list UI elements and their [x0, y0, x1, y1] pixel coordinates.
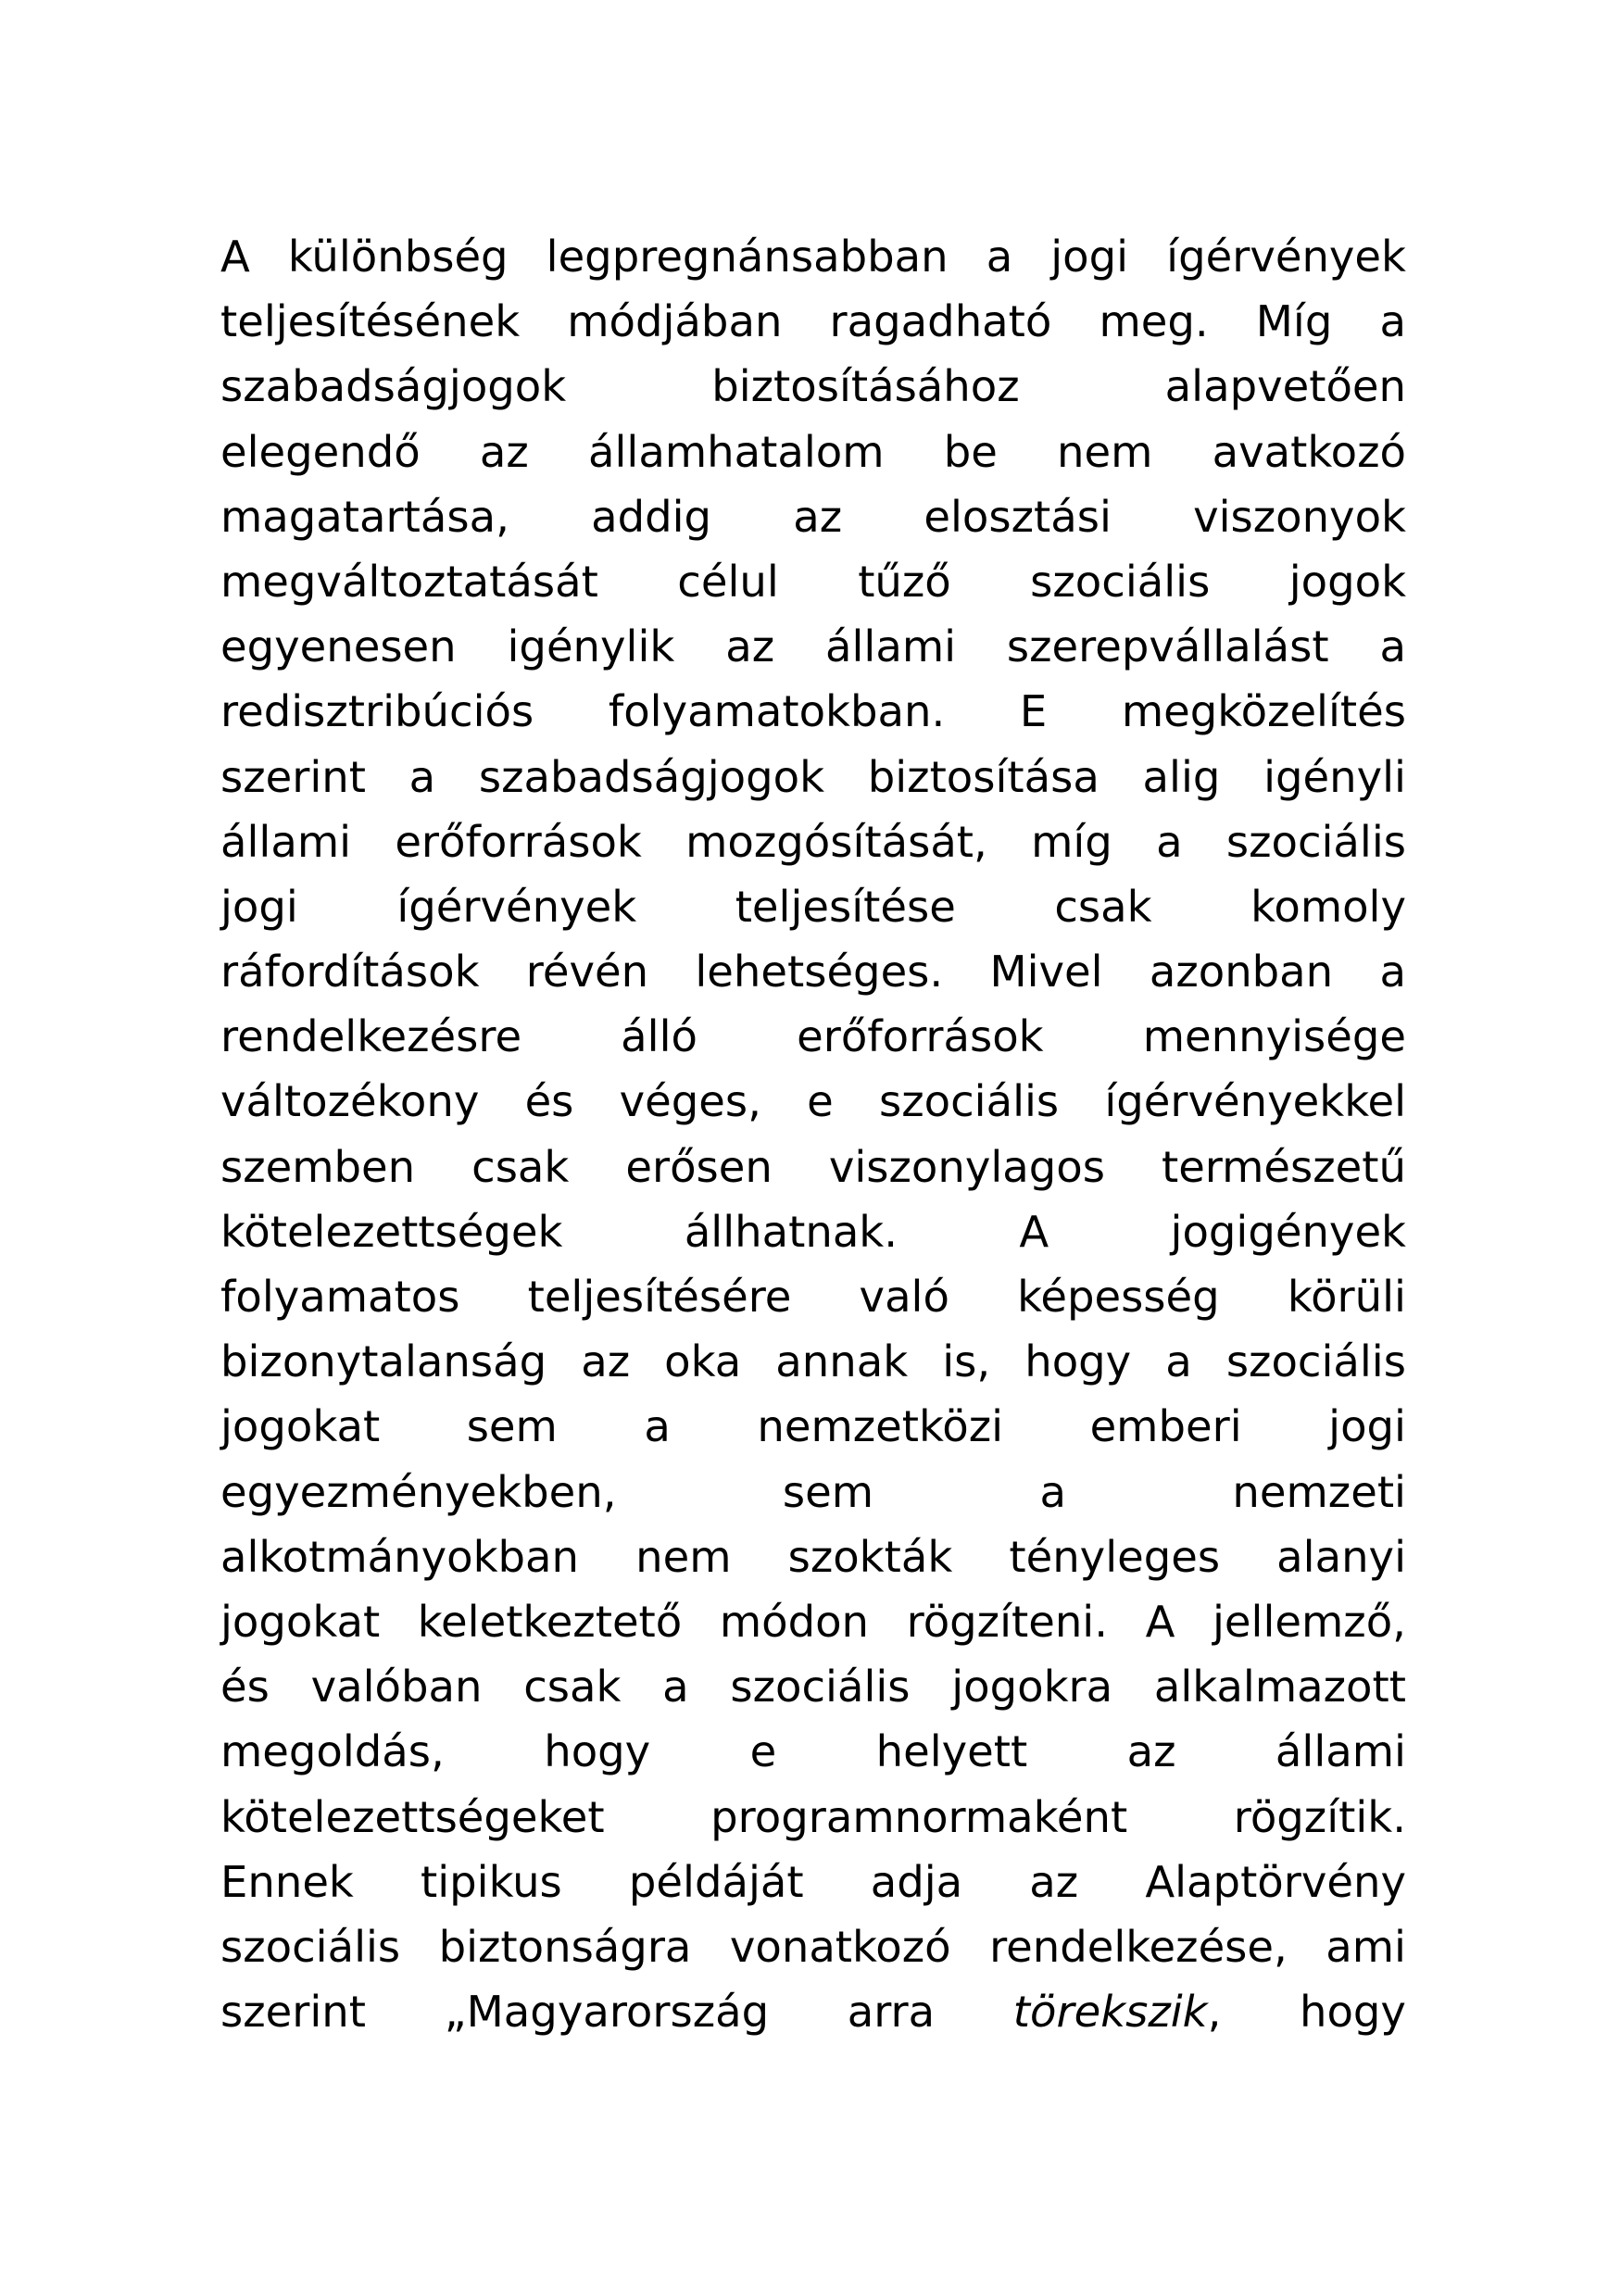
text-word: ígérvényekkel [1104, 1076, 1406, 1127]
text-word: alkalmazott [1153, 1662, 1406, 1713]
text-word: jogokra [951, 1662, 1113, 1713]
text-word: a [662, 1662, 689, 1713]
text-word: nem [635, 1531, 732, 1582]
text-line [220, 1135, 1406, 1199]
punctuation: , [1207, 1987, 1222, 2038]
text-word: Mivel [989, 947, 1103, 997]
text-word: legpregnánsabban [546, 232, 949, 282]
text-word: a [1156, 816, 1183, 867]
text-word: ragadható [829, 296, 1052, 347]
text-line [220, 1719, 1406, 1784]
text-word: ami [1326, 1921, 1406, 1972]
text-word: alig [1142, 751, 1221, 802]
text-line [220, 679, 1406, 744]
text-word: ígérvények [396, 881, 637, 932]
text-word: szociális [730, 1662, 911, 1713]
text-word: a [408, 751, 436, 802]
text-word: jogok [1288, 556, 1406, 607]
text-word: alkotmányokban [220, 1531, 580, 1582]
text-word: viszonyok [1193, 491, 1406, 542]
text-word: a [1379, 947, 1406, 997]
text-line [220, 1979, 1406, 2044]
text-line [220, 809, 1406, 874]
text-word: igényli [1263, 751, 1406, 802]
text-word: való [859, 1272, 949, 1322]
text-word: szabadságjogok [478, 751, 825, 802]
text-word: különbség [287, 232, 509, 282]
text-word: addig [591, 491, 712, 542]
text-word: képesség [1017, 1272, 1220, 1322]
text-line [220, 1460, 1406, 1524]
text-word: hogy [1024, 1336, 1132, 1387]
text-line [220, 1069, 1406, 1134]
text-word: ráfordítások [220, 947, 480, 997]
text-word: A [220, 232, 250, 282]
text-word: azonban [1149, 947, 1334, 997]
text-word: példáját [628, 1856, 804, 1907]
text-word: nemzeti [1232, 1466, 1406, 1517]
text-word: állami [220, 816, 352, 867]
text-word: viszonylagos [828, 1141, 1105, 1192]
text-word: a [644, 1401, 671, 1452]
text-word: kötelezettségeket [220, 1791, 605, 1842]
text-word: igénylik [507, 621, 675, 672]
text-word: szerepvállalást [1006, 621, 1329, 672]
text-word: állami [824, 621, 957, 672]
text-word: teljesítésének [220, 296, 521, 347]
text-line [220, 354, 1406, 419]
text-word: célul [677, 556, 779, 607]
text-word: véges, [619, 1076, 761, 1127]
text-word: hogy [544, 1726, 651, 1777]
text-word: csak [471, 1141, 570, 1192]
text-word: programnormaként [710, 1791, 1128, 1842]
text-line [220, 1654, 1406, 1719]
text-word: mennyisége [1142, 1011, 1406, 1062]
text-word: elegendő [220, 426, 421, 477]
text-word: egyezményekben, [220, 1466, 617, 1517]
text-word: tényleges [1009, 1531, 1221, 1582]
text-word: szociális [1225, 1336, 1406, 1387]
text-line [220, 1785, 1406, 1850]
text-word: E [1019, 686, 1048, 737]
text-word: és [220, 1662, 270, 1713]
text-word: révén [525, 947, 649, 997]
text-line [220, 224, 1406, 289]
text-word: egyenesen [220, 621, 457, 672]
text-word [1013, 1979, 1222, 2044]
text-line [220, 1914, 1406, 1979]
text-word: adja [870, 1856, 963, 1907]
text-line [220, 1199, 1406, 1264]
body-paragraph [220, 224, 1406, 2044]
text-line [220, 420, 1406, 484]
text-word: teljesítése [735, 881, 956, 932]
text-word: folyamatokban. [608, 686, 946, 737]
text-word: teljesítésére [527, 1272, 792, 1322]
text-word: Míg [1255, 296, 1333, 347]
text-word: is, [942, 1336, 991, 1387]
text-word: a [986, 232, 1013, 282]
text-word: avatkozó [1212, 426, 1406, 477]
text-word: az [1126, 1726, 1176, 1777]
text-word: csak [523, 1662, 622, 1713]
text-word: szokták [787, 1531, 953, 1582]
text-word: szemben [220, 1141, 416, 1192]
text-word: Ennek [220, 1856, 354, 1907]
text-word: csak [1054, 881, 1152, 932]
text-word: emberi [1089, 1401, 1242, 1452]
text-word: erőforrások [797, 1011, 1044, 1062]
text-word: jogi [1328, 1401, 1406, 1452]
text-word: módjában [567, 296, 783, 347]
text-word: természetű [1161, 1141, 1406, 1192]
text-word: szociális [220, 1921, 401, 1972]
text-line [220, 939, 1406, 1004]
text-line [220, 1589, 1406, 1654]
text-word: folyamatos [220, 1272, 460, 1322]
text-word: redisztribúciós [220, 686, 534, 737]
text-word: jogokat [220, 1401, 381, 1452]
text-word: állhatnak. [684, 1206, 898, 1257]
text-line [220, 874, 1406, 939]
text-word: be [943, 426, 998, 477]
text-word: Alaptörvény [1145, 1856, 1406, 1907]
text-line [220, 484, 1406, 549]
text-word: nemzetközi [757, 1401, 1004, 1452]
text-word: az [793, 491, 843, 542]
text-line [220, 614, 1406, 679]
text-word: és [524, 1076, 574, 1127]
text-word: erősen [625, 1141, 773, 1192]
text-word: ígérvények [1166, 232, 1406, 282]
text-word: rendelkezésre [220, 1011, 522, 1062]
text-word: az [1029, 1856, 1079, 1907]
text-word: az [581, 1336, 631, 1387]
text-word: helyett [875, 1726, 1028, 1777]
text-word: alapvetően [1164, 361, 1406, 412]
text-word: lehetséges. [695, 947, 944, 997]
text-word: szerint [220, 751, 366, 802]
text-word: arra [847, 1987, 936, 2038]
emphasized-word: törekszik [1012, 1987, 1208, 2038]
text-word: e [807, 1076, 834, 1127]
text-word: jellemző, [1213, 1596, 1406, 1647]
text-word: „Magyarország [444, 1987, 770, 2038]
text-word: körüli [1287, 1272, 1406, 1322]
text-word: a [1379, 621, 1406, 672]
text-line [220, 1004, 1406, 1069]
text-line [220, 1264, 1406, 1329]
text-word: államhatalom [588, 426, 885, 477]
text-word: szerint [220, 1987, 366, 2038]
text-word: tűző [858, 556, 951, 607]
text-word: tipikus [420, 1856, 562, 1907]
text-line [220, 1524, 1406, 1589]
text-word: állami [1275, 1726, 1406, 1777]
text-word: sem [466, 1401, 558, 1452]
text-word: jogigények [1170, 1206, 1406, 1257]
text-word: vonatkozó [729, 1921, 951, 1972]
text-word: jogi [220, 881, 298, 932]
text-word: sem [782, 1466, 874, 1517]
text-word: hogy [1300, 1987, 1406, 2038]
text-word: komoly [1250, 881, 1406, 932]
text-word: elosztási [924, 491, 1112, 542]
text-line [220, 1329, 1406, 1394]
text-word: rögzítik. [1233, 1791, 1406, 1842]
text-word: meg. [1099, 296, 1209, 347]
text-word: szociális [1030, 556, 1211, 607]
text-line [220, 1394, 1406, 1459]
text-word: biztosítása [867, 751, 1100, 802]
text-word: rendelkezése, [989, 1921, 1288, 1972]
text-line [220, 745, 1406, 809]
text-line [220, 1850, 1406, 1914]
text-word: mozgósítását, [685, 816, 987, 867]
text-word: szociális [1225, 816, 1406, 867]
text-word: rögzíteni. [906, 1596, 1109, 1647]
text-word: magatartása, [220, 491, 509, 542]
text-word: e [749, 1726, 777, 1777]
text-line [220, 549, 1406, 614]
text-word: bizonytalanság [220, 1336, 547, 1387]
text-word: kötelezettségek [220, 1206, 563, 1257]
text-word: jogi [1050, 232, 1129, 282]
text-word: szabadságjogok [220, 361, 567, 412]
text-word: szociális [879, 1076, 1060, 1127]
text-word: A [1019, 1206, 1049, 1257]
text-line [220, 289, 1406, 354]
text-word: a [1379, 296, 1406, 347]
text-word: a [1165, 1336, 1192, 1387]
text-word: keletkeztető [417, 1596, 683, 1647]
text-word: megközelítés [1121, 686, 1406, 737]
text-word: megoldás, [220, 1726, 445, 1777]
text-word: megváltoztatását [220, 556, 598, 607]
text-word: álló [621, 1011, 697, 1062]
text-word: erőforrások [395, 816, 642, 867]
text-word: biztosításához [711, 361, 1020, 412]
text-word: a [1039, 1466, 1066, 1517]
text-word: jogokat [220, 1596, 381, 1647]
text-word: az [479, 426, 529, 477]
text-word: nem [1057, 426, 1153, 477]
text-word: változékony [220, 1076, 480, 1127]
text-word: oka [664, 1336, 742, 1387]
text-word: A [1145, 1596, 1175, 1647]
text-word: biztonságra [438, 1921, 692, 1972]
text-word: valóban [310, 1662, 483, 1713]
text-word: annak [775, 1336, 909, 1387]
text-word: módon [719, 1596, 870, 1647]
text-word: alanyi [1276, 1531, 1406, 1582]
text-word: míg [1031, 816, 1112, 867]
text-word: az [725, 621, 775, 672]
